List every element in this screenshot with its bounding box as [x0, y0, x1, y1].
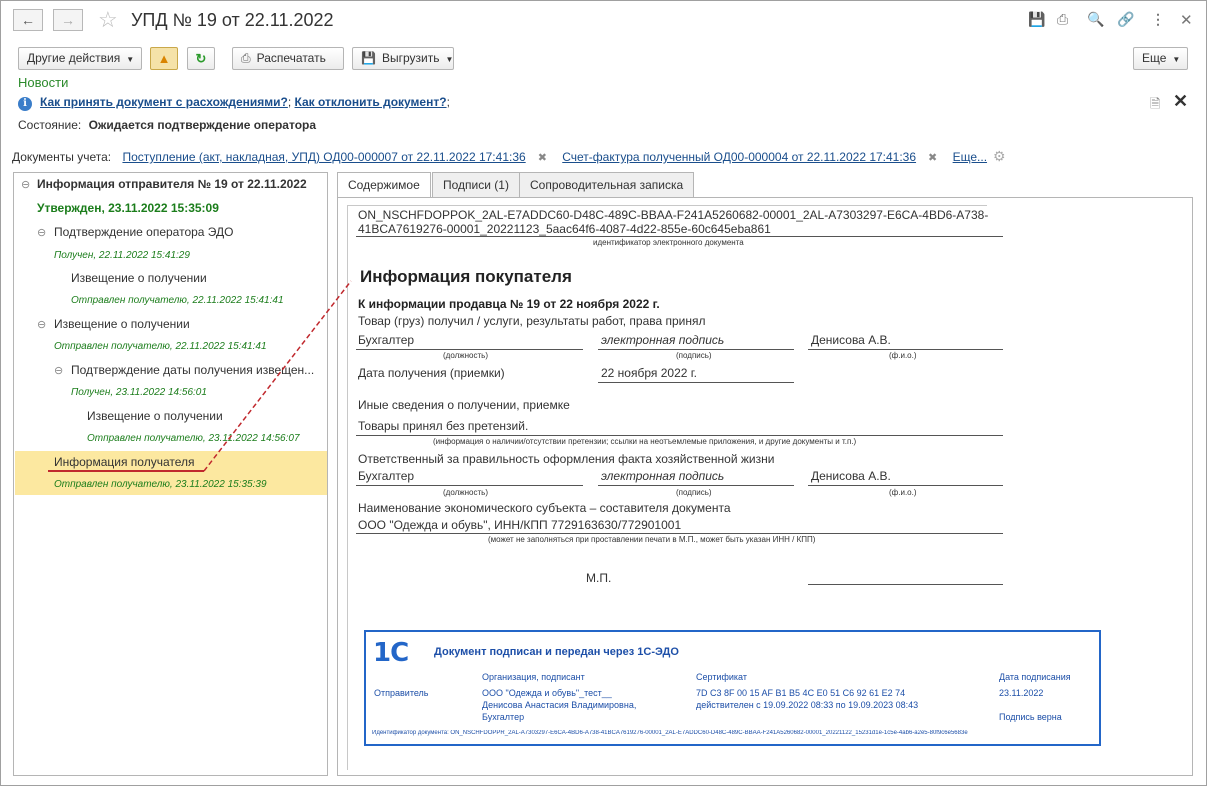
print-label: Распечатать [256, 51, 326, 65]
receipt-date-label: Дата получения (приемки) [358, 366, 505, 380]
tree-item-notice[interactable]: Извещение о получении [71, 271, 207, 285]
stamp-org-line1: ООО "Одежда и обувь"_тест__ [482, 688, 612, 698]
accept-with-discrepancies-link[interactable]: Как принять документ с расхождениями? [40, 95, 288, 109]
hierarchy-icon: ▲ [157, 51, 171, 66]
document-icon[interactable]: 🗎 [1150, 96, 1161, 111]
state-value: Ожидается подтверждение оператора [88, 118, 317, 132]
arrow-right-icon: → [61, 12, 75, 28]
collapse-icon[interactable]: ⊖ [54, 365, 64, 377]
signature-caption: (подпись) [676, 351, 712, 360]
stamp-sign-status: Подпись верна [999, 712, 1062, 722]
info-separator: ; [287, 95, 292, 109]
print-icon[interactable]: ⎙ [1057, 11, 1069, 27]
window-title: УПД № 19 от 22.11.2022 [131, 10, 334, 30]
preview-icon[interactable]: 🔍 [1087, 11, 1105, 27]
stamp-col-cert: Сертификат [696, 672, 747, 682]
more-label: Еще [1142, 51, 1167, 65]
tree-item-status: Получен, 23.11.2022 14:56:01 [71, 387, 207, 398]
stamp-org-line2: Денисова Анастасия Владимировна, [482, 700, 637, 710]
tree-item-date-confirmation[interactable]: Подтверждение даты получения извещен... [71, 363, 315, 377]
entity-label: Наименование экономического субъекта – составителя документа [358, 501, 731, 515]
accounting-docs-label: Документы учета: [12, 150, 112, 164]
tree-root-title[interactable]: Информация отправителя № 19 от 22.11.2022 [37, 177, 307, 191]
other-actions-label: Другие действия [27, 51, 121, 65]
other-info-caption: (информация о наличии/отсутствии претензии; ссылки на неотъемлемые приложения, и другие документы и т.п.) [433, 437, 857, 446]
name-caption: (ф.и.о.) [889, 488, 917, 497]
collapse-icon[interactable]: ⊖ [21, 179, 31, 191]
printer-icon: ⎙ [241, 51, 251, 65]
responsible-label: Ответственный за правильность оформления факта хозяйственной жизни [358, 452, 775, 466]
invoice-doc-link[interactable]: Счет-фактура полученный ОД00-000004 от 22.11.2022 17:41:36 [562, 150, 917, 164]
collapse-icon[interactable]: ⊖ [37, 227, 47, 239]
stamp-place-label: М.П. [586, 571, 612, 585]
stamp-title: Документ подписан и передан через 1С-ЭДО [434, 646, 679, 658]
signature-caption: (подпись) [676, 488, 712, 497]
tree-item-operator-confirmation[interactable]: Подтверждение оператора ЭДО [54, 225, 234, 239]
doc-id-line1: ON_NSCHFDOPPOK_2AL-E7ADDC60-D48C-489C-BBAA-F241A5260682-00001_2AL-A7303297-E6CA-4BD6-A738- [358, 208, 989, 222]
receipt-doc-link[interactable]: Поступление (акт, накладная, УПД) ОД00-000007 от 22.11.2022 17:41:36 [122, 150, 526, 164]
doc-heading: Информация покупателя [360, 267, 572, 286]
stamp-cert-line1: 7D C3 8F 00 15 AF B1 B5 4C E0 51 C6 92 61 E2 74 [696, 688, 906, 698]
tree-item-status: Отправлен получателю, 22.11.2022 15:41:41 [54, 341, 267, 352]
other-info-value: Товары принял без претензий. [358, 419, 529, 433]
position-value: Бухгалтер [358, 333, 415, 347]
doc-subheading: К информации продавца № 19 от 22 ноября 2022 г. [358, 297, 660, 311]
news-link[interactable]: Новости [18, 75, 69, 90]
stamp-col-org: Организация, подписант [482, 672, 585, 682]
tree-item-recipient-info[interactable]: Информация получателя [54, 455, 195, 469]
tree-item-status: Получен, 22.11.2022 15:41:29 [54, 250, 190, 261]
remove-icon[interactable]: ✖ [537, 152, 547, 164]
other-info-label: Иные сведения о получении, приемке [358, 398, 570, 412]
tree-item-status: Отправлен получателю, 22.11.2022 15:41:41 [71, 295, 284, 306]
signature-value: электронная подпись [601, 333, 725, 347]
export-label: Выгрузить [381, 51, 440, 65]
arrow-left-icon: ← [21, 12, 35, 28]
entity-value: ООО "Одежда и обувь", ИНН/КПП 7729163630/772901001 [358, 518, 682, 532]
collapse-icon[interactable]: ⊖ [37, 319, 47, 331]
tree-item-status: Отправлен получателю, 23.11.2022 14:56:07 [87, 433, 300, 444]
tree-item-status: Отправлен получателю, 23.11.2022 15:35:39 [54, 479, 267, 490]
position-caption: (должность) [443, 351, 488, 360]
tab-signatures[interactable]: Подписи (1) [432, 172, 520, 198]
close-icon[interactable]: ✕ [1180, 12, 1193, 29]
more-docs-link[interactable]: Еще... [952, 150, 988, 164]
annotation-arrow [1, 1, 1207, 787]
chevron-down-icon: ▼ [126, 55, 135, 64]
tab-cover-note[interactable]: Сопроводительная записка [519, 172, 694, 198]
gear-icon[interactable]: ⚙ [993, 148, 1006, 164]
position-value-2: Бухгалтер [358, 469, 415, 483]
annotation-pointer [204, 281, 351, 471]
stamp-doc-id: Идентификатор документа: ON_NSCHFDOPPR_2AL-A7303297-E6CA-4BD6-A738-41BCA7619276-00001_2AL-E7ADDC60-D48C-489C-BBAA-F241A5260682-00001_20221122_15231d1e-1c5e-4ab6-a2e5-80f9c6e5683e [372, 730, 968, 736]
name-caption: (ф.и.о.) [889, 351, 917, 360]
1c-logo: 1С [373, 638, 409, 668]
refresh-icon: ↻ [195, 51, 207, 66]
tree-item-notice[interactable]: Извещение о получении [87, 409, 223, 423]
link-icon[interactable]: 🔗 [1117, 11, 1135, 27]
save-icon[interactable]: 💾 [1028, 11, 1046, 27]
stamp-org-line3: Бухгалтер [482, 712, 525, 722]
remove-icon[interactable]: ✖ [928, 152, 938, 164]
position-caption: (должность) [443, 488, 488, 497]
floppy-icon: 💾 [361, 51, 376, 65]
tab-content[interactable]: Содержимое [337, 172, 431, 199]
tree-item-notice[interactable]: Извещение о получении [54, 317, 190, 331]
stamp-sign-date: 23.11.2022 [999, 688, 1044, 698]
state-label: Состояние: [18, 118, 82, 132]
entity-caption: (может не заполняться при проставлении печати в М.П., может быть указан ИНН / КПП) [488, 535, 816, 544]
info-separator: ; [446, 95, 450, 109]
stamp-role: Отправитель [374, 688, 429, 698]
doc-id-caption: идентификатор электронного документа [593, 238, 744, 247]
stamp-col-date: Дата подписания [999, 672, 1071, 682]
name-value-2: Денисова А.В. [811, 469, 891, 483]
name-value: Денисова А.В. [811, 333, 891, 347]
goods-received-text: Товар (груз) получил / услуги, результаты работ, права принял [358, 314, 706, 328]
info-icon: i [18, 97, 32, 111]
chevron-down-icon: ▼ [445, 55, 454, 64]
chevron-down-icon: ▼ [1172, 55, 1181, 64]
reject-document-link[interactable]: Как отклонить документ? [294, 95, 447, 109]
signature-value-2: электронная подпись [601, 469, 725, 483]
stamp-cert-line2: действителен с 19.09.2022 08:33 по 19.09.2023 08:43 [696, 700, 919, 710]
tree-root-status: Утвержден, 23.11.2022 15:35:09 [37, 201, 219, 215]
favorite-star-icon[interactable]: ☆ [98, 7, 118, 32]
doc-id-line2: 41BCA7619276-00001_20221123_5aac64f6-4087-4d22-855e-60c645eba861 [358, 222, 771, 236]
receipt-date-value: 22 ноября 2022 г. [601, 366, 697, 380]
close-panel-icon[interactable]: ✕ [1173, 91, 1189, 111]
more-vert-icon[interactable]: ⋮ [1151, 11, 1165, 27]
